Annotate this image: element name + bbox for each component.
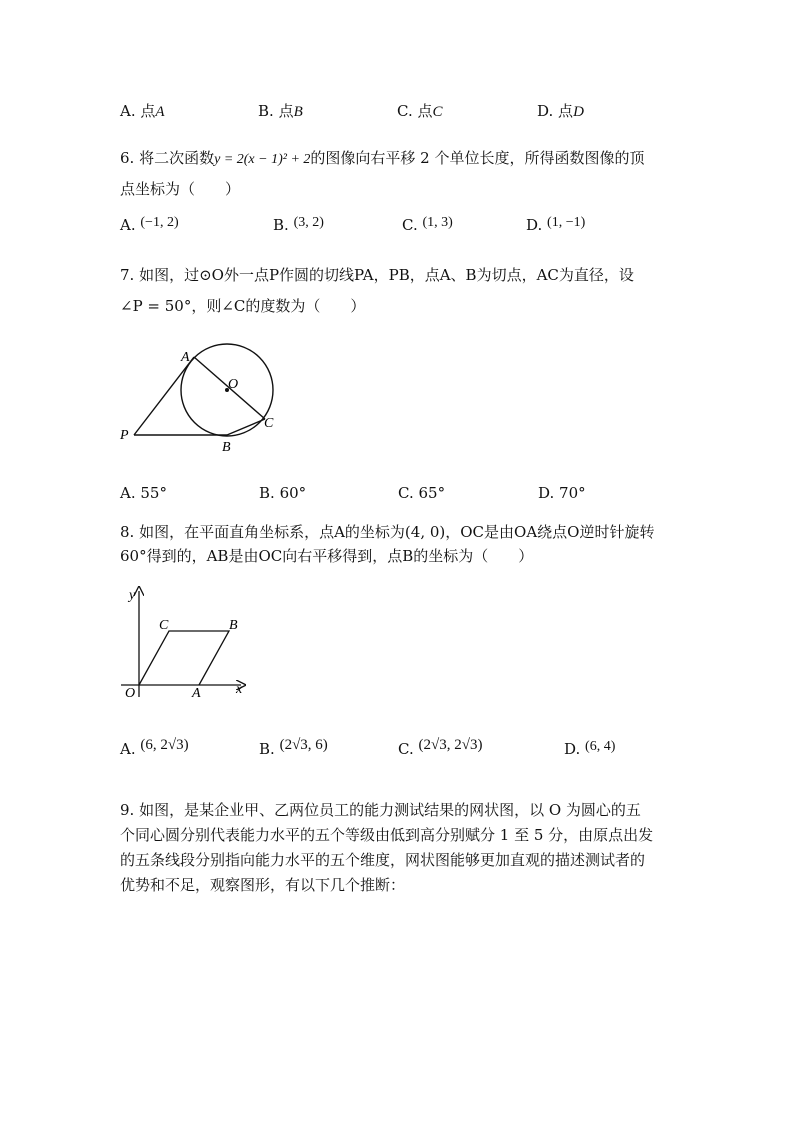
option-letter: A. bbox=[120, 484, 136, 502]
question-number: 9. bbox=[120, 801, 135, 819]
q5-option-a bbox=[120, 100, 165, 121]
option-letter: A. bbox=[120, 740, 136, 758]
option-value: (2√3, 2√3) bbox=[418, 737, 483, 753]
question-number: 8. bbox=[120, 523, 135, 541]
q9-line4: 优势和不足，观察图形，有以下几个推断： bbox=[120, 876, 406, 894]
label-b: B bbox=[222, 440, 231, 455]
option-text: 点 bbox=[558, 102, 574, 120]
label-c: C bbox=[159, 618, 169, 633]
q6-option-b bbox=[273, 216, 324, 235]
option-value: (−1, 2) bbox=[140, 215, 179, 230]
q9-line3: 的五条线段分别指向能力水平的五个维度，网状图能够更加直观的描述测试者的 bbox=[120, 851, 646, 869]
option-value: 70° bbox=[559, 484, 586, 502]
label-a: A bbox=[192, 686, 201, 701]
label-a: A bbox=[181, 350, 190, 365]
option-var: B bbox=[293, 104, 303, 120]
question-number: 6. bbox=[120, 149, 135, 167]
option-var: C bbox=[432, 104, 443, 120]
q7-line2: ∠P = 50°，则∠C的度数为（ ） bbox=[120, 297, 366, 315]
question-text: 的图像向右平移 2 个单位长度，所得函数图像的顶 bbox=[310, 149, 645, 167]
label-x: x bbox=[236, 682, 243, 697]
q7-line1 bbox=[120, 260, 634, 290]
option-value: (3, 2) bbox=[293, 215, 324, 230]
question-text: 如图，在平面直角坐标系，点A的坐标为(4, 0)，OC是由OA绕点O逆时针旋转 bbox=[139, 523, 655, 541]
q5-option-c bbox=[397, 100, 443, 121]
option-text: 点 bbox=[278, 102, 294, 120]
q7-option-b bbox=[259, 484, 306, 502]
label-y: y bbox=[129, 588, 136, 603]
option-letter: D. bbox=[564, 740, 581, 758]
option-letter: B. bbox=[259, 740, 275, 758]
label-o: O bbox=[125, 686, 136, 701]
label-p: P bbox=[120, 428, 129, 443]
q5-option-d bbox=[537, 100, 584, 121]
q6-option-d bbox=[526, 216, 585, 235]
option-letter: A. bbox=[120, 102, 136, 120]
option-letter: B. bbox=[259, 484, 275, 502]
question-number: 7. bbox=[120, 266, 135, 284]
option-var: D bbox=[573, 104, 584, 120]
question-text: 如图，过⊙O外一点P作圆的切线PA，PB，点A、B为切点，AC为直径，设 bbox=[139, 266, 634, 284]
option-letter: D. bbox=[526, 216, 543, 234]
q5-option-b bbox=[258, 100, 303, 121]
q8-option-d bbox=[564, 740, 615, 759]
q8-coordinate-figure bbox=[115, 585, 250, 705]
option-letter: D. bbox=[538, 484, 555, 502]
parallelogram bbox=[139, 631, 229, 685]
q7-option-c bbox=[398, 484, 445, 502]
option-value: 60° bbox=[279, 484, 307, 502]
q6-line2: 点坐标为（ ） bbox=[120, 180, 241, 198]
option-letter: A. bbox=[120, 216, 136, 234]
option-letter: C. bbox=[397, 102, 413, 120]
option-letter: C. bbox=[398, 484, 414, 502]
formula: y = 2(x − 1)² + 2 bbox=[214, 152, 311, 167]
option-value: (2√3, 6) bbox=[279, 737, 328, 753]
option-text: 点 bbox=[140, 102, 156, 120]
q8-option-c bbox=[398, 737, 483, 759]
label-o: O bbox=[228, 377, 239, 392]
option-letter: B. bbox=[258, 102, 274, 120]
option-value: (1, 3) bbox=[422, 215, 453, 230]
q7-option-a bbox=[120, 484, 167, 502]
question-text: 将二次函数 bbox=[139, 149, 215, 167]
q8-option-b bbox=[259, 737, 328, 759]
option-value: (1, −1) bbox=[547, 215, 586, 230]
option-letter: C. bbox=[398, 740, 414, 758]
option-text: 点 bbox=[417, 102, 433, 120]
option-letter: D. bbox=[537, 102, 554, 120]
q7-option-d bbox=[538, 484, 586, 502]
q6-option-c bbox=[402, 216, 453, 235]
option-value: (6, 4) bbox=[585, 739, 616, 754]
q6-line1 bbox=[120, 143, 645, 175]
option-value: 55° bbox=[140, 484, 167, 502]
question-text: 如图，是某企业甲、乙两位员工的能力测试结果的网状图，以 O 为圆心的五 bbox=[139, 801, 641, 819]
label-b: B bbox=[229, 618, 238, 633]
label-c: C bbox=[264, 416, 274, 431]
option-value: 65° bbox=[418, 484, 446, 502]
option-letter: B. bbox=[273, 216, 289, 234]
option-value: (6, 2√3) bbox=[140, 737, 189, 753]
option-var: A bbox=[155, 104, 165, 120]
q9-line2: 个同心圆分别代表能力水平的五个等级由低到高分别赋分 1 至 5 分，由原点出发 bbox=[120, 826, 654, 844]
q6-option-a bbox=[120, 216, 179, 235]
option-letter: C. bbox=[402, 216, 418, 234]
q7-circle-figure bbox=[110, 338, 310, 458]
tangent-pa bbox=[134, 357, 194, 435]
q8-option-a bbox=[120, 737, 189, 759]
q8-line2: 60°得到的，AB是由OC向右平移得到，点B的坐标为（ ） bbox=[120, 547, 534, 565]
